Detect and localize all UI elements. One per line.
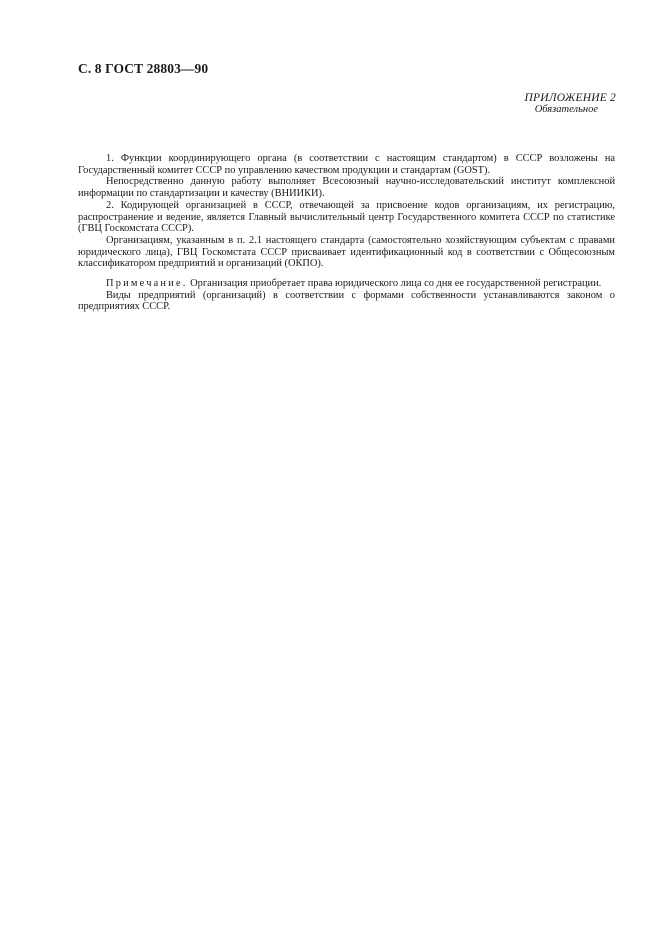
document-body bbox=[78, 153, 615, 313]
paragraph-2: Непосредственно данную работу выполняет Всесоюзный научно-исследовательский институт комплексной информации по стандартизации и качеству (ВНИИКИ). bbox=[78, 176, 615, 200]
paragraph-3: 2. Кодирующей организацией в СССР, отвечающей за присвоение кодов организациям, их регистрацию, распространение и ведение, является Главный вычислительный центр Государственного комитета СССР по статистике (ГВЦ Госкомстата СССР). bbox=[78, 199, 615, 235]
note-paragraph bbox=[78, 278, 615, 290]
appendix-subtitle: Обязательное bbox=[534, 104, 598, 115]
note-continuation: Виды предприятий (организаций) в соответствии с формами собственности устанавливаются законом о предприятиях СССР. bbox=[78, 289, 615, 313]
note-label: Примечание. bbox=[106, 278, 188, 290]
page-header: С. 8 ГОСТ 28803—90 bbox=[78, 61, 209, 76]
appendix-block bbox=[496, 92, 616, 115]
note-text: Организация приобретает права юридического лица со дня ее государственной регистрации. bbox=[187, 278, 602, 290]
paragraph-4: Организациям, указанным в п. 2.1 настоящего стандарта (самостоятельно хозяйствующим субъектам с правами юридического лица), ГВЦ Госкомстата СССР присваивает идентификационный код в соответствии с Общесоюзным классификатором предприятий и организаций (ОКПО). bbox=[78, 234, 615, 270]
appendix-title: ПРИЛОЖЕНИЕ 2 bbox=[524, 92, 616, 104]
paragraph-1: 1. Функции координирующего органа (в соответствии с настоящим стандартом) в СССР возложены на Государственный комитет СССР по управлению качеством продукции и стандартам (GOST). bbox=[78, 153, 615, 176]
